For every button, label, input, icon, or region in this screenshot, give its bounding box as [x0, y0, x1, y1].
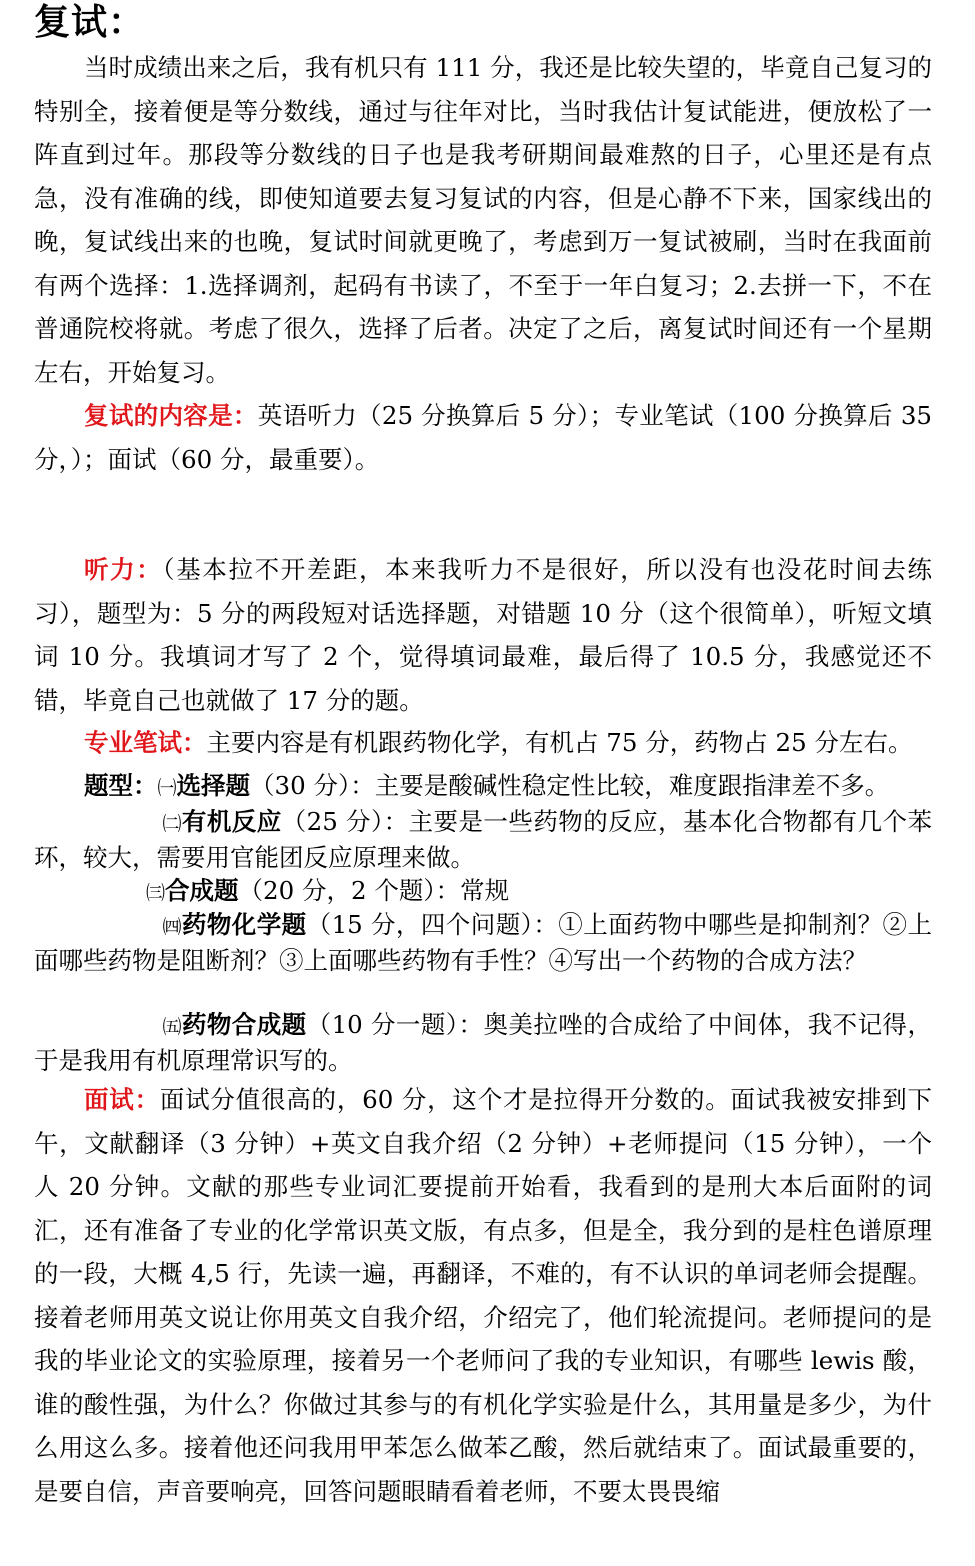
listening-paragraph	[34, 548, 932, 722]
question-type-5	[34, 1008, 932, 1078]
question-type-1	[34, 768, 932, 806]
question-type-name: 合成题	[165, 876, 239, 905]
content-text: 英语听力（25 分换算后 5 分）；专业笔试（100 分换算后 35 分，）；面试（60 分，最重要）。	[34, 401, 932, 474]
listening-text: （基本拉不开差距，本来我听力不是很好，所以没有也没花时间去练习），题型为：5 分的两段短对话选择题，对错题 10 分（这个很简单），听短文填词 10 分。我填词才写了 2 个，觉得填词最难，最后得了 10.5 分，我感觉还不错，毕竟自己也就做了 17 分的题。	[34, 555, 933, 715]
intro-text: 当时成绩出来之后，我有机只有 111 分，我还是比较失望的，毕竟自己复习的特别全，接着便是等分数线，通过与往年对比，当时我估计复试能进，便放松了一阵直到过年。那段等分数线的日子也是我考研期间最难熬的日子，心里还是有点急，没有准确的线，即使知道要去复习复试的内容，但是心静不下来，国家线出的晚，复试线出来的也晚，复试时间就更晚了，考虑到万一复试被刷，当时在我面前有两个选择：1.选择调剂，起码有书读了，不至于一年白复习；2.去拼一下，不在普通院校将就。考虑了很久，选择了后者。决定了之后，离复试时间还有一个星期左右，开始复习。	[34, 53, 932, 387]
question-type-text: （25 分）：主要是一些药物的反应，基本化合物都有几个苯环，较大，需要用官能团反应原理来做。	[34, 807, 932, 872]
intro-paragraph	[34, 46, 932, 394]
question-type-number: ㈣	[162, 916, 182, 938]
question-type-text: （15 分，四个问题）：①上面药物中哪些是抑制剂？②上面哪些药物是阻断剂？③上面哪些药物有手性？④写出一个药物的合成方法？	[34, 910, 932, 975]
question-type-name: 药物合成题	[181, 1010, 307, 1039]
listening-label: 听力：	[84, 555, 163, 584]
question-type-name: 选择题	[176, 771, 251, 800]
section-title: 复试：	[34, 2, 146, 43]
written-paragraph	[34, 725, 932, 760]
interview-paragraph	[34, 1078, 932, 1513]
question-type-name: 药物化学题	[181, 910, 307, 939]
question-types-label: 题型：	[84, 771, 158, 800]
written-text: 主要内容是有机跟药物化学，有机占 75 分，药物占 25 分左右。	[206, 728, 913, 757]
question-type-name: 有机反应	[181, 807, 282, 836]
question-type-text: （30 分）：主要是酸碱性稳定性比较，难度跟指津差不多。	[250, 771, 890, 800]
question-type-4	[34, 908, 932, 978]
written-label: 专业笔试：	[84, 728, 207, 757]
question-type-number: ㈤	[162, 1016, 182, 1038]
question-type-number: ㈠	[157, 777, 177, 799]
question-type-text: （20 分，2 个题）：常规	[238, 876, 510, 905]
interview-text: 面试分值很高的，60 分，这个才是拉得开分数的。面试我被安排到下午，文献翻译（3 分钟）+英文自我介绍（2 分钟）+老师提问（15 分钟），一个人 20 分钟。文献的那些专业词汇要提前开始看，我看到的是刑大本后面附的词汇，还有准备了专业的化学常识英文版，有点多，但是全，我分到的是柱色谱原理的一段，大概 4,5 行，先读一遍，再翻译，不难的，有不认识的单词老师会提醒。接着老师用英文说让你用英文自我介绍，介绍完了，他们轮流提问。老师提问的是我的毕业论文的实验原理，接着另一个老师问了我的专业知识，有哪些 lewis 酸，谁的酸性强，为什么？你做过其参与的有机化学实验是什么，其用量是多少，为什么用这么多。接着他还问我用甲苯怎么做苯乙酸，然后就结束了。面试最重要的，是要自信，声音要响亮，回答问题眼睛看着老师，不要太畏畏缩	[34, 1085, 933, 1506]
question-type-number: ㈢	[146, 882, 166, 904]
content-label: 复试的内容是：	[84, 401, 258, 430]
content-paragraph	[34, 394, 932, 481]
question-type-text: （10 分一题）：奥美拉唑的合成给了中间体，我不记得，于是我用有机原理常识写的。	[34, 1010, 932, 1075]
question-type-2	[34, 805, 932, 875]
question-type-3	[34, 874, 932, 910]
question-type-number: ㈡	[162, 813, 182, 835]
interview-label: 面试：	[84, 1085, 160, 1114]
